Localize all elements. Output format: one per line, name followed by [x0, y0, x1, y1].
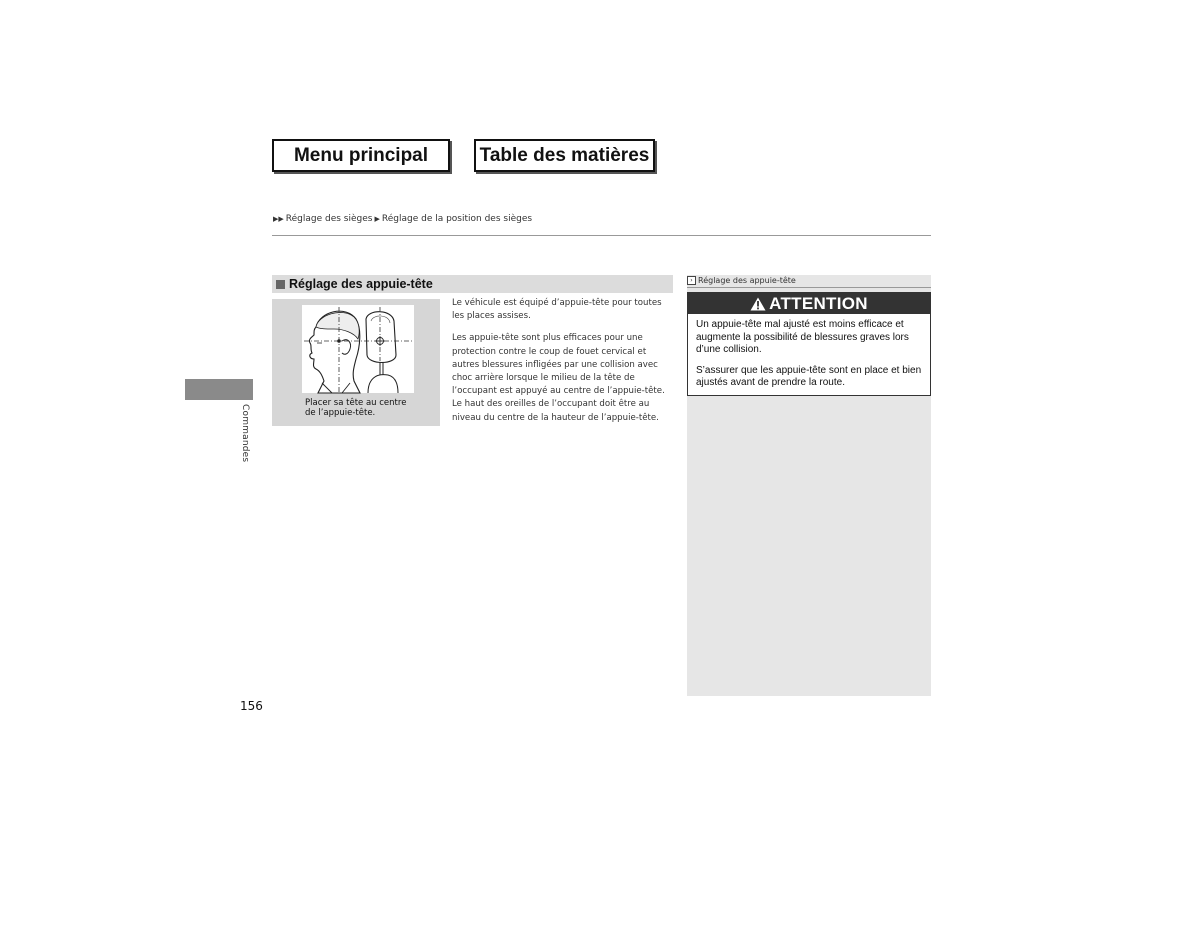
- warning-paragraph-1: Un appuie-tête mal ajusté est moins efficace et augmente la possibilité de blessures graves lors d’une collision.: [696, 319, 909, 355]
- chapter-tab[interactable]: [185, 379, 253, 400]
- section-marker-icon: [276, 280, 285, 289]
- warning-title: ATTENTION: [769, 293, 868, 313]
- paragraph-1: Le véhicule est équipé d’appuie-tête pour toutes les places assises.: [452, 298, 662, 322]
- arrow-icon: ▶: [374, 215, 380, 223]
- sidebar-heading: [687, 275, 796, 286]
- breadcrumb-item-seat-position[interactable]: Réglage de la position des sièges: [381, 214, 533, 224]
- table-of-contents-button[interactable]: Table des matières: [474, 139, 655, 172]
- section-title: Réglage des appuie-tête: [289, 277, 433, 291]
- warning-body: [688, 314, 930, 390]
- warning-box: [687, 292, 931, 396]
- headrest-illustration: [272, 299, 440, 426]
- headrest-shape: [366, 312, 396, 363]
- paragraph-2: Les appuie-tête sont plus efficaces pour une protection contre le coup de fouet cervical et autres blessures infligées par une collision avec choc arrière lorsque le milieu de la tête de l’occupant est appuyé au centre de l’appuie-tête. Le haut des oreilles de l’occupant doit être au niveau du centre de la hauteur de l’appuie-tête.: [452, 333, 665, 423]
- warning-header: [688, 293, 930, 314]
- double-arrow-icon: ▶▶: [273, 215, 284, 223]
- chapter-tab-label: Commandes: [240, 404, 250, 463]
- page-number: 156: [240, 699, 263, 713]
- reference-icon: ›: [687, 276, 696, 285]
- warning-paragraph-2: S’assurer que les appuie-tête sont en place et bien ajustés avant de prendre la route.: [696, 364, 922, 388]
- caption-line-2: de l’appuie-tête.: [305, 408, 376, 418]
- illustration-caption: [305, 398, 415, 418]
- breadcrumb-divider: [272, 235, 931, 236]
- breadcrumb-item-seats[interactable]: Réglage des sièges: [285, 214, 373, 224]
- section-heading-bar: [272, 275, 673, 293]
- main-text: [452, 297, 674, 434]
- main-menu-button[interactable]: Menu principal: [272, 139, 450, 172]
- ear-center-mark: [337, 339, 341, 343]
- breadcrumb: [273, 214, 532, 224]
- warning-icon: [750, 297, 766, 311]
- sidebar-heading-label: Réglage des appuie-tête: [698, 276, 796, 285]
- caption-line-1: Placer sa tête au centre: [305, 398, 407, 408]
- sidebar-notes: [687, 275, 931, 696]
- sidebar-divider: [687, 287, 931, 288]
